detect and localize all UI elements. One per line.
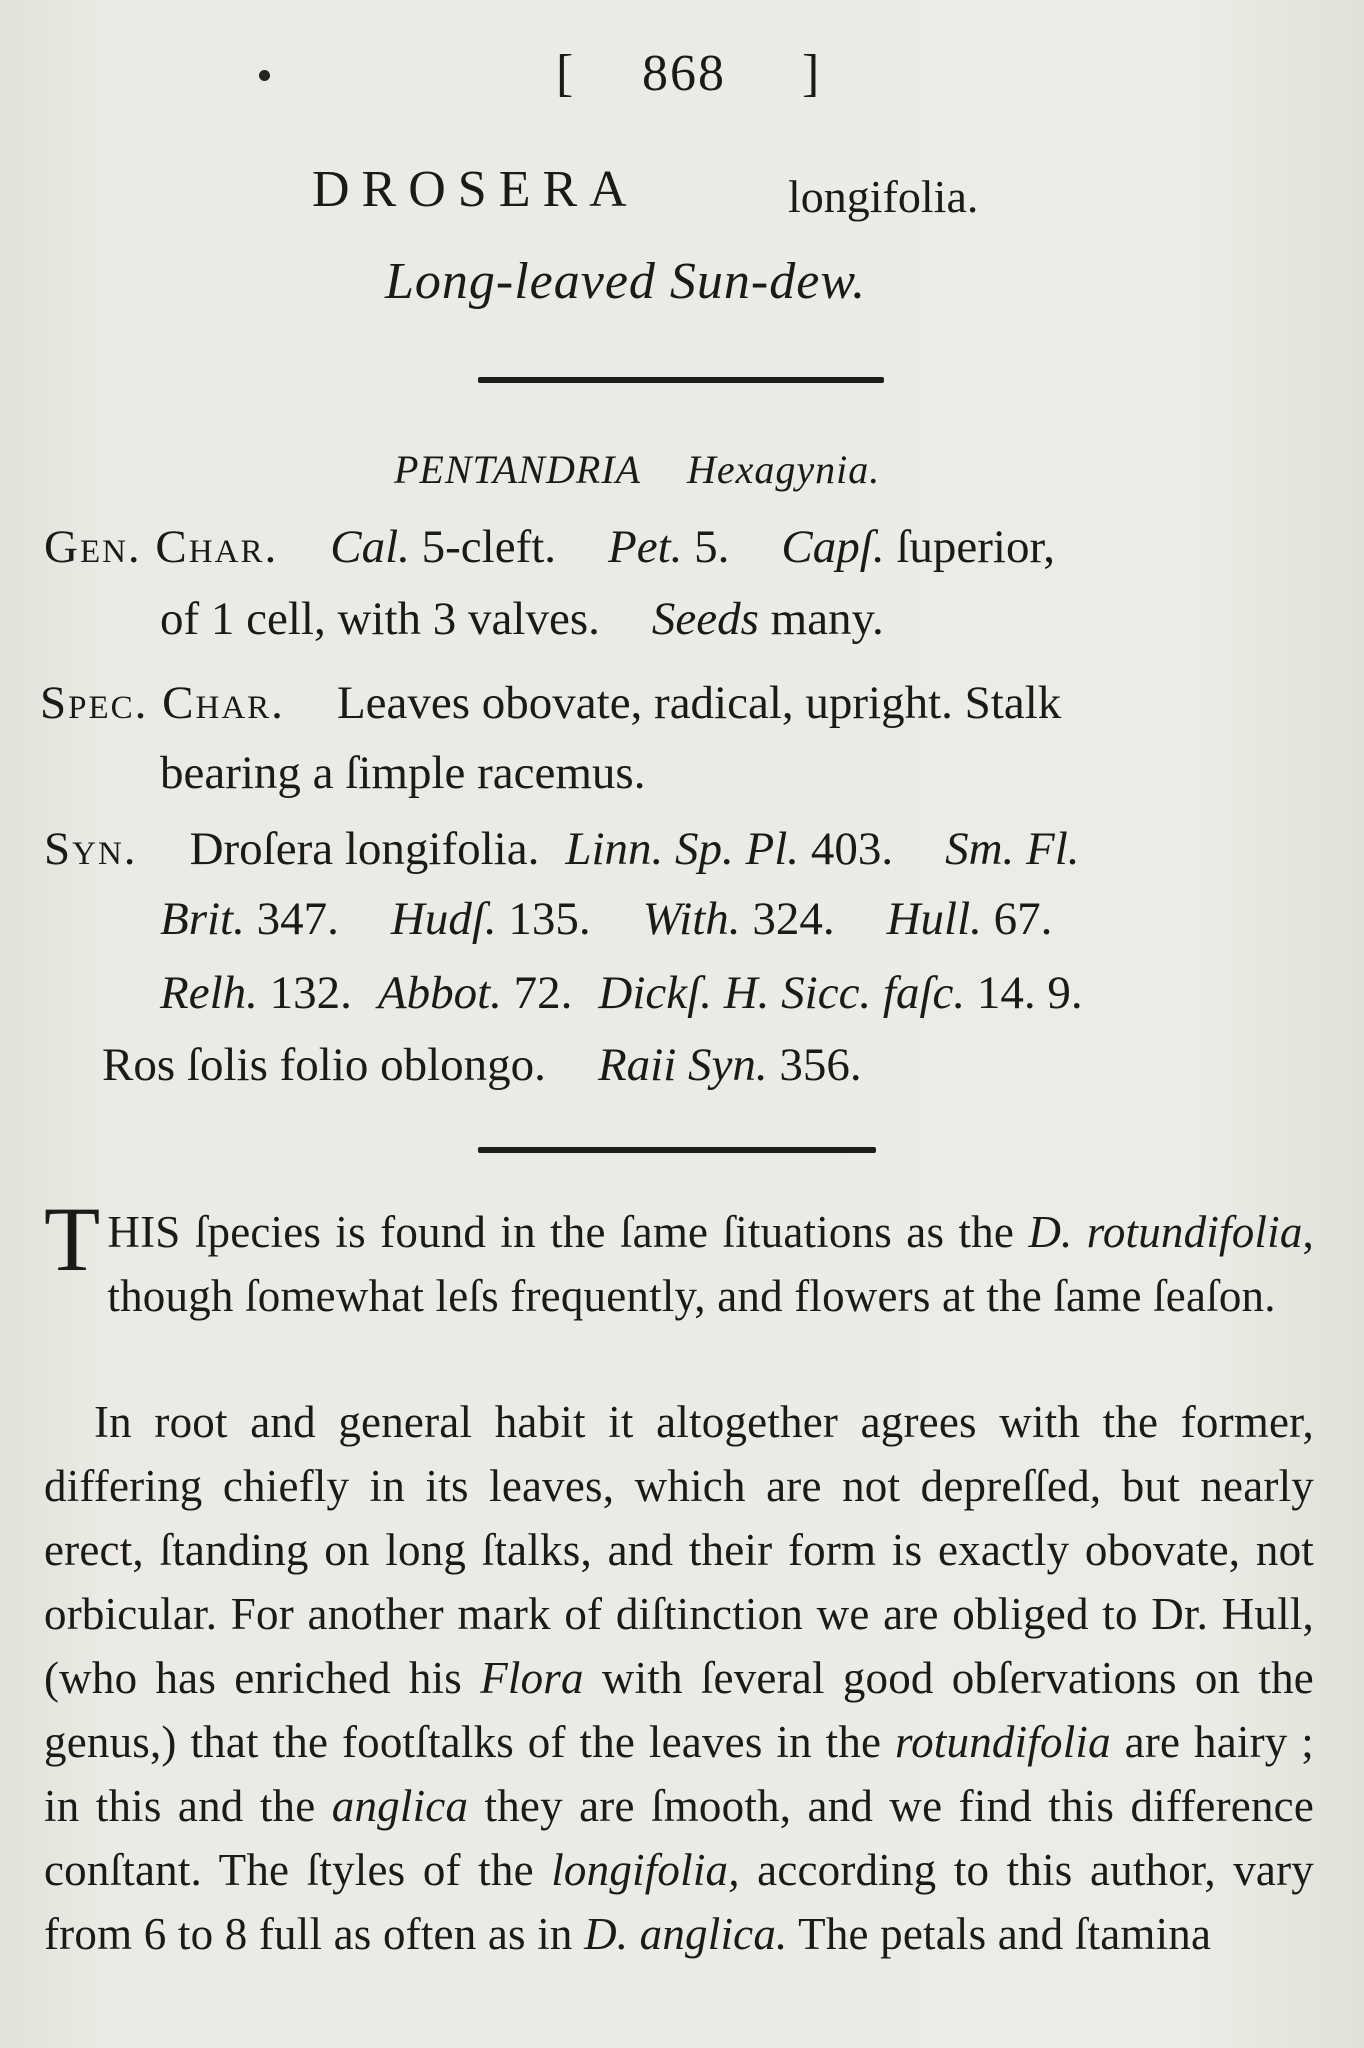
specific-character-line-2 <box>160 738 645 808</box>
divider-rule-bottom <box>478 1147 876 1153</box>
anglica-italic: anglica <box>331 1781 469 1831</box>
d-anglica-italic: D. anglica. <box>584 1909 788 1959</box>
flora-italic: Flora <box>480 1653 584 1703</box>
seeds-text: many. <box>770 593 884 645</box>
bracket-right: ] <box>802 45 821 102</box>
synonymy-line-3 <box>160 958 1083 1028</box>
dicks-number: 14. 9. <box>976 967 1083 1019</box>
spec-char-line2: bearing a ſimple racemus. <box>160 747 646 799</box>
bracket-left: [ <box>556 45 575 102</box>
paragraph-2 <box>44 1390 1314 1966</box>
relh-reference: Relh. <box>160 967 258 1019</box>
rotundifolia-italic: rotundifolia <box>895 1717 1111 1767</box>
ros-text: Ros ſolis folio oblongo. <box>102 1039 546 1091</box>
relh-number: 132. <box>269 967 352 1019</box>
paragraph-2-mid-3: they are ſmooth, and we find this difference conſtant. The ſtyles of the <box>44 1781 1314 1895</box>
generic-character-line-1 <box>44 512 1055 582</box>
generic-character-line-2 <box>160 584 884 654</box>
specific-character-line-1 <box>40 668 1061 738</box>
paragraph-1-start: HIS ſpecies is found in the ſame ſituations as the <box>107 1207 1029 1257</box>
hull-reference: Hull. <box>886 893 982 945</box>
species-title: longifolia. <box>788 171 979 222</box>
genus-title: DROSERA <box>312 161 639 218</box>
with-number: 324. <box>752 893 835 945</box>
with-reference: With. <box>642 893 741 945</box>
brit-reference: Brit. <box>160 893 245 945</box>
synonymy-line-4 <box>102 1030 862 1100</box>
hull-number: 67. <box>993 893 1053 945</box>
gen-char-line2: of 1 cell, with 3 valves. <box>160 593 600 645</box>
cal-text: 5-cleft. <box>421 521 557 573</box>
paragraph-1-italic: D. rotundifolia <box>1028 1207 1303 1257</box>
divider-rule-top <box>478 377 884 383</box>
paragraph-1-end: , though ſomewhat leſs frequently, and flowers at the ſame ſeaſon. <box>107 1207 1314 1321</box>
spec-char-label: Spec. Char. <box>40 677 285 729</box>
linn-reference: Linn. Sp. Pl. <box>565 823 800 875</box>
synonymy-line-1 <box>44 814 1080 884</box>
caps-label: Capſ. <box>781 521 885 573</box>
huds-number: 135. <box>508 893 591 945</box>
longifolia-italic: longifolia, <box>551 1845 740 1895</box>
gen-char-label: Gen. Char. <box>44 521 279 573</box>
synonymy-line-2 <box>160 884 1052 954</box>
class-name: PENTANDRIA <box>394 447 642 492</box>
pet-label: Pet. <box>608 521 683 573</box>
huds-reference: Hudſ. <box>390 893 497 945</box>
brit-number: 347. <box>256 893 339 945</box>
page-number <box>556 34 836 114</box>
ink-dot <box>259 70 270 81</box>
sm-reference: Sm. Fl. <box>945 823 1080 875</box>
caps-text: ſuperior, <box>896 521 1055 573</box>
raii-reference: Raii Syn. <box>597 1039 768 1091</box>
raii-number: 356. <box>779 1039 862 1091</box>
syn-label: Syn. <box>44 823 138 875</box>
syn-name: Droſera longifolia. <box>189 823 540 875</box>
paragraph-2-end: The petals and ſtamina <box>787 1909 1212 1959</box>
paragraph-1 <box>44 1188 1314 1328</box>
seeds-label: Seeds <box>651 593 759 645</box>
common-name: Long-leaved Sun-dew. <box>385 253 867 310</box>
linn-number: 403. <box>810 823 894 875</box>
paragraph-2-mid-2: are hairy ; in this and the <box>44 1717 1315 1831</box>
abbot-reference: Abbot. <box>377 967 502 1019</box>
pet-text: 5. <box>694 521 730 573</box>
page-number-value: 868 <box>642 45 726 102</box>
paragraph-2-start: In root and general habit it altogether agrees with the former, differing chiefly in its leaves, which are not depreſſed, but nearly erect, ſtanding on long ſtalks, and their form is exactly obovate, not orbicular. For another mark of diſtinction we are obliged to Dr. Hull, (who has enriched his <box>44 1397 1314 1703</box>
drop-cap: T <box>44 1188 101 1290</box>
cal-label: Cal. <box>330 521 410 573</box>
paragraph-2-mid-4: according to this author, vary from 6 to 8 full as often as in <box>44 1845 1314 1959</box>
spec-char-line1: Leaves obovate, radical, upright. Stalk <box>336 677 1062 729</box>
abbot-number: 72. <box>513 967 573 1019</box>
paragraph-2-mid-1: with ſeveral good obſervations on the genus,) that the footſtalks of the leaves in the <box>44 1653 1314 1767</box>
order-name: Hexagynia. <box>687 447 881 492</box>
classification <box>394 439 880 501</box>
dicks-reference: Dickſ. H. Sicc. faſc. <box>598 967 966 1019</box>
